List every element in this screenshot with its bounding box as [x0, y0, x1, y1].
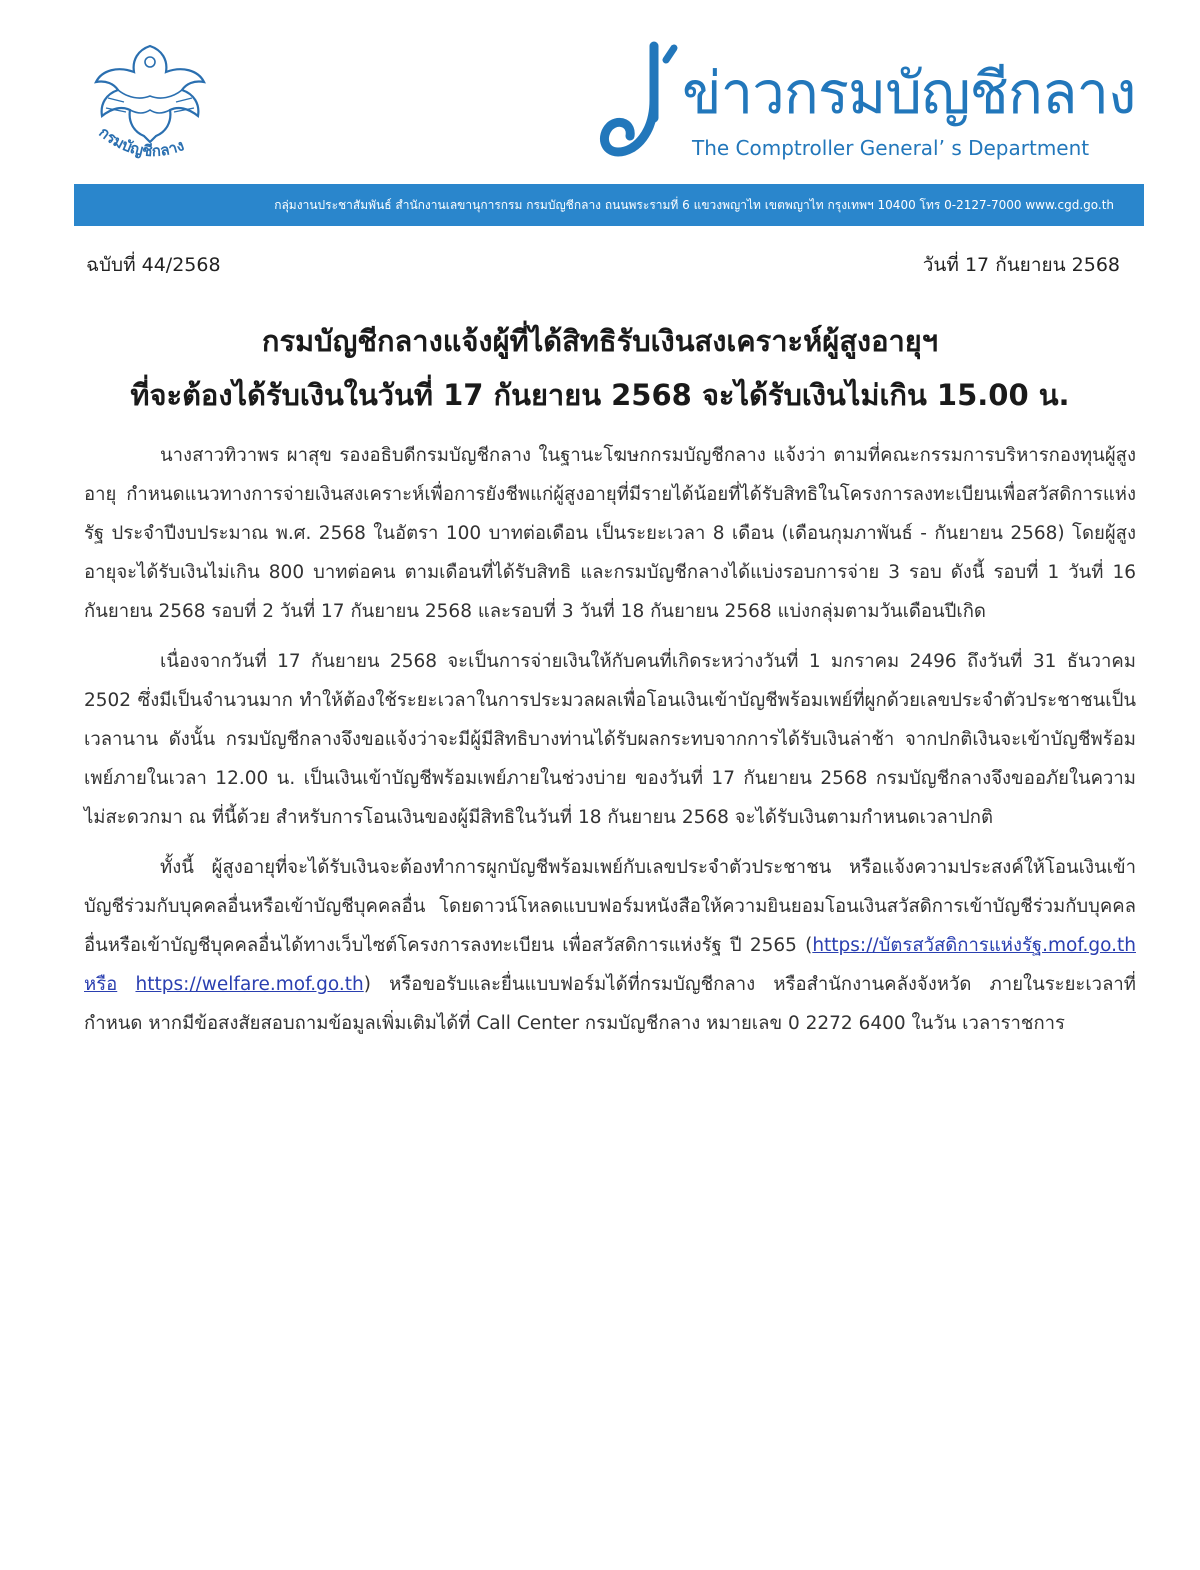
contact-bar-text: กลุ่มงานประชาสัมพันธ์ สำนักงานเลขานุการกรม กรมบัญชีกลาง ถนนพระรามที่ 6 แขวงพญาไท เขตพญาไท กรุงเทพฯ 10400 โทร 0-2127-7000 www.cgd.go.th: [274, 198, 1114, 212]
welfare-link[interactable]: https://welfare.mof.go.th: [135, 974, 364, 995]
paragraph-3-text-b: ) หรือขอรับและยื่นแบบฟอร์มได้ที่กรมบัญชีกลาง หรือสำนักงานคลังจังหวัด ภายในระยะเวลาที่กำหนด หากมีข้อสงสัยสอบถามข้อมูลเพิ่มเติมได้ที่ Call Center กรมบัญชีกลาง หมายเลข 0 2272 6400 ในวัน เวลาราชการ: [84, 974, 1136, 1034]
paragraph-3: [84, 848, 1136, 1043]
seal-text: กรมบัญชีกลาง: [95, 123, 187, 161]
title-line-1: กรมบัญชีกลางแจ้งผู้ที่ได้สิทธิรับเงินสงเคราะห์ผู้สูงอายุฯ: [261, 324, 939, 358]
brand-thai-name: ข่าวกรมบัญชีกลาง: [682, 59, 1136, 127]
svg-text:กรมบัญชีกลาง: [96, 123, 187, 160]
garuda-seal-icon: [88, 38, 212, 170]
issue-date: วันที่ 17 กันยายน 2568: [922, 254, 1120, 276]
letterhead: [0, 0, 1200, 212]
press-title: [80, 314, 1120, 422]
paragraph-1: นางสาวทิวาพร ผาสุข รองอธิบดีกรมบัญชีกลาง ในฐานะโฆษกกรมบัญชีกลาง แจ้งว่า ตามที่คณะกรรมการบริหารกองทุนผู้สูงอายุ กำหนดแนวทางการจ่ายเงินสงเคราะห์เพื่อการยังชีพแก่ผู้สูงอายุที่มีรายได้น้อยที่ได้รับสิทธิในโครงการลงทะเบียนเพื่อสวัสดิการแห่งรัฐ ประจำปีงบประมาณ พ.ศ. 2568 ในอัตรา 100 บาทต่อเดือน เป็นระยะเวลา 8 เดือน (เดือนกุมภาพันธ์ - กันยายน 2568) โดยผู้สูงอายุจะได้รับเงินไม่เกิน 800 บาทต่อคน ตามเดือนที่ได้รับสิทธิ และกรมบัญชีกลางได้แบ่งรอบการจ่าย 3 รอบ ดังนี้ รอบที่ 1 วันที่ 16 กันยายน 2568 รอบที่ 2 วันที่ 17 กันยายน 2568 และรอบที่ 3 วันที่ 18 กันยายน 2568 แบ่งกลุ่มตามวันเดือนปีเกิด: [84, 445, 1136, 622]
title-line-2: ที่จะต้องได้รับเงินในวันที่ 17 กันยายน 2568 จะได้รับเงินไม่เกิน 15.00 น.: [130, 378, 1070, 412]
brand-logo: [596, 40, 1136, 170]
paragraph-2: เนื่องจากวันที่ 17 กันยายน 2568 จะเป็นการจ่ายเงินให้กับคนที่เกิดระหว่างวันที่ 1 มกราคม 2496 ถึงวันที่ 31 ธันวาคม 2502 ซึ่งมีเป็นจำนวนมาก ทำให้ต้องใช้ระยะเวลาในการประมวลผลเพื่อโอนเงินเข้าบัญชีพร้อมเพย์ที่ผูกด้วยเลขประจำตัวประชาชนเป็นเวลานาน ดังนั้น กรมบัญชีกลางจึงขอแจ้งว่าจะมีผู้มีสิทธิบางท่านได้รับผลกระทบจากการได้รับเงินล่าช้า จากปกติเงินจะเข้าบัญชีพร้อมเพย์ภายในเวลา 12.00 น. เป็นเงินเข้าบัญชีพร้อมเพย์ภายในช่วงบ่าย ของวันที่ 17 กันยายน 2568 กรมบัญชีกลางจึงขออภัยในความไม่สะดวกมา ณ ที่นี้ด้วย สำหรับการโอนเงินของผู้มีสิทธิในวันที่ 18 กันยายน 2568 จะได้รับเงินตามกำหนดเวลาปกติ: [84, 651, 1136, 828]
paragraph-3-text-a: ทั้งนี้ ผู้สูงอายุที่จะได้รับเงินจะต้องทำการผูกบัญชีพร้อมเพย์กับเลขประจำตัวประชาชน หรือแจ้งความประสงค์ให้โอนเงินเข้าบัญชีร่วมกับบุคคลอื่นหรือเข้าบัญชีบุคคลอื่น โดยดาวน์โหลดแบบฟอร์มหนังสือให้ความยินยอมโอนเงินสวัสดิการเข้าบัญชีร่วมกับบุคคลอื่นหรือเข้าบัญชีบุคคลอื่นได้ทางเว็บไซต์โครงการลงทะเบียน เพื่อสวัสดิการแห่งรัฐ ปี 2565 (: [84, 857, 1136, 956]
welfare-thai-link[interactable]: https://บัตรสวัสดิการแห่งรัฐ.mof.go.th หรือ: [84, 935, 1136, 995]
press-body: [84, 436, 1136, 1054]
contact-bar: [74, 184, 1144, 226]
brand-mark-icon: [596, 40, 686, 170]
brand-english-name: The Comptroller General’ s Department: [692, 136, 1090, 160]
issue-number: ฉบับที่ 44/2568: [86, 254, 221, 276]
